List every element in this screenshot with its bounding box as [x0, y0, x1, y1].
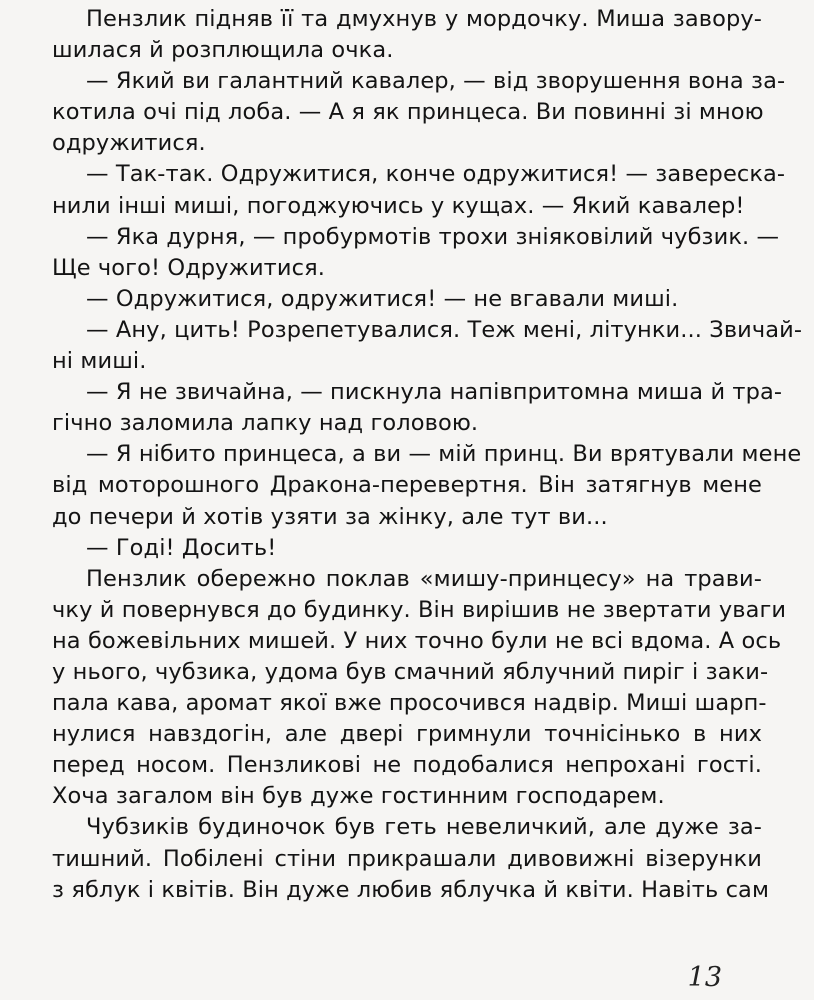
text-line: — Який ви галантний кавалер, — від зворушення вона за- — [86, 68, 786, 95]
text-line: нулися навздогін, але двері гримнули точнісінько в них — [52, 721, 762, 748]
text-line: — Одружитися, одружитися! — не вгавали миші. — [86, 285, 679, 312]
text-line: одружитися. — [52, 130, 206, 157]
text-line: — Яка дурня, — пробурмотів трохи зніяковілий чубзик. — — [86, 223, 780, 250]
text-line: до печери й хотів узяти за жінку, але тут ви... — [52, 503, 608, 530]
body-text — [52, 4, 803, 906]
text-line: чку й повернувся до будинку. Він вирішив не звертати уваги — [52, 596, 787, 623]
text-line: з яблук і квітів. Він дуже любив яблучка й квіти. Навіть сам — [52, 876, 770, 903]
text-line: тишний. Побілені стіни прикрашали дивовижні візерунки — [52, 845, 762, 872]
text-line: Чубзиків будиночок був геть невеличкий, але дуже за- — [86, 814, 762, 841]
text-line: шилася й розплющила очка. — [52, 37, 394, 64]
text-line: перед носом. Пензликові не подобалися непрохані гості. — [52, 752, 762, 779]
text-line: пала кава, аромат якої вже просочився надвір. Миші шарп- — [52, 690, 767, 717]
text-line: гічно заломила лапку над головою. — [52, 410, 479, 437]
text-line: Пензлик обережно поклав «мишу-принцесу» на трави- — [86, 565, 762, 592]
text-line: — Я нібито принцеса, а ви — мій принц. Ви врятували мене — [86, 441, 802, 468]
text-line: — Ану, цить! Розрепетувалися. Теж мені, літунки... Звичай- — [86, 316, 803, 343]
text-line: Пензлик підняв її та дмухнув у мордочку. Миша завору- — [86, 6, 762, 32]
text-line: ні миші. — [52, 348, 147, 375]
text-line: нили інші миші, погоджуючись у кущах. — Який кавалер! — [52, 192, 745, 219]
text-line: Хоча загалом він був дуже гостинним господарем. — [52, 783, 665, 810]
text-line: від моторошного Дракона-перевертня. Він затягнув мене — [52, 472, 762, 499]
text-line: — Я не звичайна, — пискнула напівпритомна миша й тра- — [86, 379, 783, 406]
text-line: котила очі під лоба. — А я як принцеса. Ви повинні зі мною — [52, 99, 764, 126]
page-number: 13 — [687, 962, 722, 993]
text-line: на божевільних мишей. У них точно були не всі вдома. А ось — [52, 627, 782, 654]
text-line: — Годі! Досить! — [86, 534, 277, 561]
text-line: у нього, чубзика, удома був смачний яблучний пиріг і заки- — [52, 658, 769, 685]
text-line: — Так-так. Одружитися, конче одружитися! — заверeска- — [86, 161, 786, 188]
text-line: Ще чого! Одружитися. — [52, 254, 325, 281]
